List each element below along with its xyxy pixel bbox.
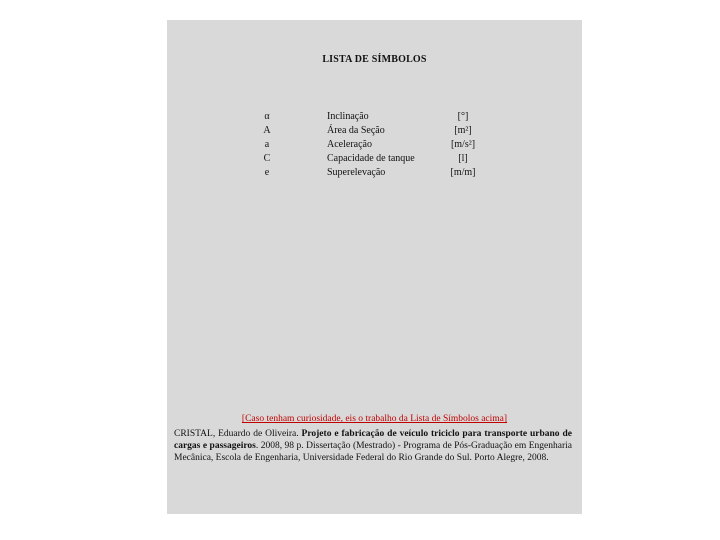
symbol-unit: [m/s²] bbox=[450, 139, 476, 150]
table-row bbox=[167, 166, 582, 180]
symbol-description: Aceleração bbox=[327, 139, 372, 150]
symbol-unit: [m²] bbox=[454, 125, 472, 136]
symbol-description: Inclinação bbox=[327, 111, 369, 122]
symbol-unit: [°] bbox=[457, 111, 469, 122]
symbol-description: Superelevação bbox=[327, 167, 386, 178]
symbol: e bbox=[264, 167, 270, 178]
page-title: LISTA DE SÍMBOLOS bbox=[322, 54, 427, 65]
symbol: a bbox=[264, 139, 270, 150]
document-page bbox=[167, 20, 582, 514]
table-row bbox=[167, 138, 582, 152]
symbol-description: Capacidade de tanque bbox=[327, 153, 415, 164]
reference-details: . 2008, 98 p. Dissertação (Mestrado) - Programa de Pós-Graduação em Engenharia Mecânica, Escola de Engenharia, Universidade Federal do Rio Grande do Sul. Porto Alegre, 2008. bbox=[174, 441, 573, 463]
table-row bbox=[167, 152, 582, 166]
symbol-description: Área da Seção bbox=[327, 125, 385, 136]
symbol: C bbox=[263, 153, 271, 164]
symbol-unit: [l] bbox=[458, 153, 468, 164]
curiosity-note-link[interactable]: [Caso tenham curiosidade, eis o trabalho da Lista de Símbolos acima] bbox=[241, 414, 508, 424]
bibliographic-reference bbox=[174, 428, 572, 464]
symbol: α bbox=[264, 111, 270, 122]
table-row bbox=[167, 110, 582, 124]
reference-authors: CRISTAL, Eduardo de Oliveira. bbox=[174, 429, 302, 439]
symbol-unit: [m/m] bbox=[450, 167, 476, 178]
table-row bbox=[167, 124, 582, 138]
symbol: A bbox=[263, 125, 271, 136]
reference-title: Projeto e fabricação de veículo triciclo para transporte urbano de cargas e passageiros bbox=[174, 429, 572, 451]
